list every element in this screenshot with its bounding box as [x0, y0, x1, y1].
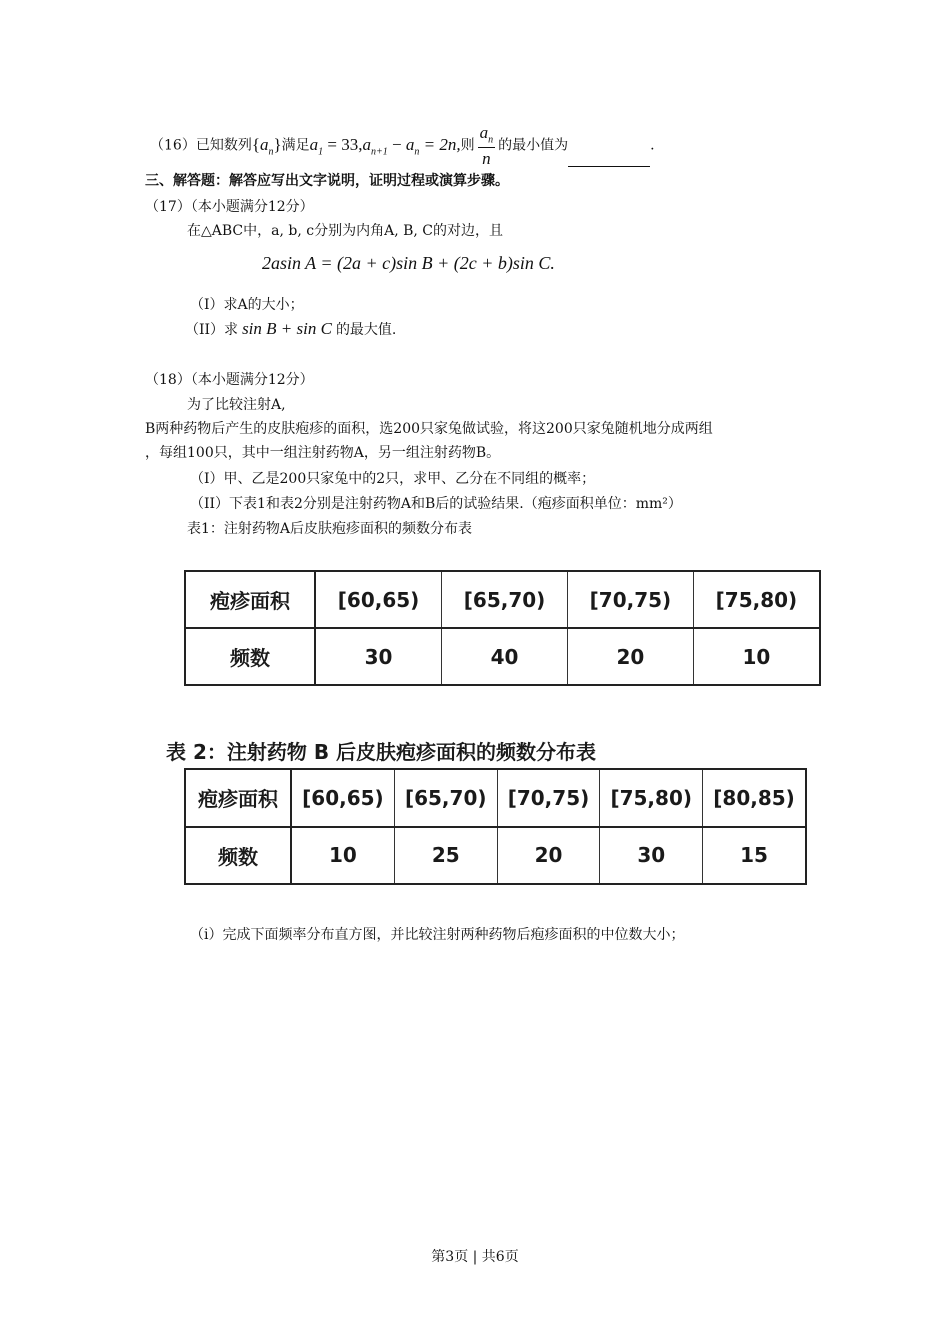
- q17-header: （17）（本小题满分12分）: [145, 199, 314, 215]
- table2-header-area: 疱疹面积: [185, 769, 291, 827]
- table1-count: 20: [567, 628, 693, 685]
- table1-header-count: 频数: [185, 628, 315, 685]
- table1-interval: [60,65): [315, 571, 442, 628]
- table2-row-counts: [185, 827, 806, 885]
- q18-part1: （I）甲、乙是200只家兔中的2只，求甲、乙分在不同组的概率；: [190, 471, 596, 487]
- table2-count: 25: [394, 827, 497, 885]
- table1-interval: [65,70): [442, 571, 568, 628]
- table2-interval: [65,70): [394, 769, 497, 827]
- table2-count: 10: [291, 827, 394, 885]
- table2-title: 表 2：注射药物 B 后皮肤疱疹面积的频数分布表: [166, 740, 597, 764]
- table2-count: 30: [600, 827, 703, 885]
- table1-row-intervals: [185, 571, 820, 628]
- table2-interval: [75,80): [600, 769, 703, 827]
- table2-frequency: [184, 768, 807, 885]
- table1-interval: [75,80): [693, 571, 820, 628]
- page-footer: 第3页 | 共6页: [431, 1249, 519, 1265]
- table1-count: 30: [315, 628, 442, 685]
- q17-part1: （I）求A的大小；: [190, 297, 304, 313]
- table2-header-count: 频数: [185, 827, 291, 885]
- q18-header: （18）（本小题满分12分）: [145, 372, 314, 388]
- table2-count: 15: [703, 827, 806, 885]
- q16-line: （16）已知数列$\{a_n\}$满足$a_1 = 33,a_{n+1} - a_n = 2n$,则 $\frac{a_n}{n}$ 的最小值为 .: [150, 123, 655, 169]
- an-over-n-fraction: $\frac{a_n}{n}$: [479, 123, 494, 169]
- q17-part2: （II）求 sin B + sin C 的最大值.: [185, 319, 397, 338]
- q18-sub-i: （i）完成下面频率分布直方图，并比较注射两种药物后疱疹面积的中位数大小；: [190, 927, 685, 943]
- q18-intro-1: 为了比较注射A,: [187, 397, 286, 413]
- q18-intro-3: ，每组100只，其中一组注射药物A，另一组注射药物B。: [145, 445, 501, 461]
- table2-interval: [80,85): [703, 769, 806, 827]
- q17-intro: 在△ABC中，a, b, c分别为内角A, B, C的对边，且: [187, 223, 503, 239]
- q18-part2: （II）下表1和表2分别是注射药物A和B后的试验结果.（疱疹面积单位：mm²）: [190, 496, 682, 512]
- table1-count: 40: [442, 628, 568, 685]
- q16-conditions: $a_1 = 33,a_{n+1} - a_n = 2n$,: [309, 134, 461, 158]
- table2-interval: [70,75): [497, 769, 600, 827]
- table1-caption: 表1：注射药物A后皮肤疱疹面积的频数分布表: [187, 521, 473, 537]
- table2-interval: [60,65): [291, 769, 394, 827]
- answer-blank: [568, 152, 650, 167]
- sequence-notation: $\{a_n\}$: [251, 134, 282, 158]
- q18-intro-2: B两种药物后产生的皮肤疱疹的面积，选200只家兔做试验，将这200只家兔随机地分成两组: [145, 421, 713, 437]
- table1-header-area: 疱疹面积: [185, 571, 315, 628]
- table1-count: 10: [693, 628, 820, 685]
- table1-interval: [70,75): [567, 571, 693, 628]
- q17-equation: 2asin A = (2a + c)sin B + (2c + b)sin C.: [262, 253, 555, 273]
- table2-row-intervals: [185, 769, 806, 827]
- table2-count: 20: [497, 827, 600, 885]
- section3-heading: 三、解答题：解答应写出文字说明，证明过程或演算步骤。: [145, 173, 509, 189]
- table1-frequency: [184, 570, 821, 686]
- table1-row-counts: [185, 628, 820, 685]
